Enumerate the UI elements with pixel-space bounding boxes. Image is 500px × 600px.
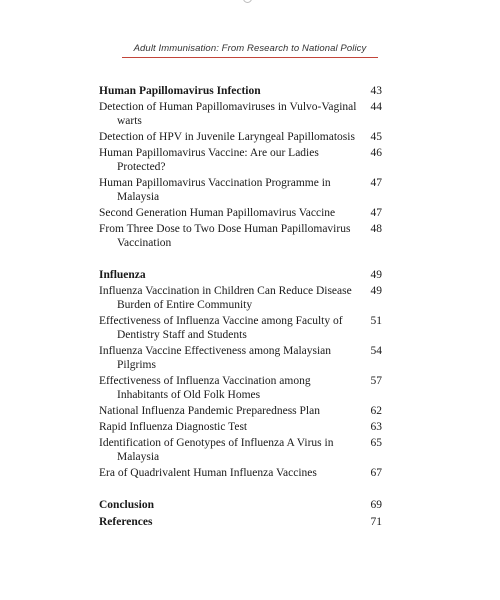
toc-heading-title: Conclusion [99, 499, 154, 511]
toc-entry-page: 47 [370, 177, 382, 189]
toc-entry-page: 62 [370, 405, 382, 417]
page-top-mark [243, 0, 252, 3]
toc-entry-title: Influenza Vaccination in Children Can Reduce Disease Burden of Entire Community [99, 285, 352, 311]
toc-entry[interactable] [99, 436, 382, 464]
toc-entry-page: 51 [370, 315, 382, 327]
toc-section-closing [99, 498, 382, 529]
toc-section-hpv [99, 84, 382, 250]
table-of-contents [99, 84, 382, 529]
toc-heading-page: 69 [370, 499, 382, 511]
toc-entry[interactable] [99, 222, 382, 250]
toc-entry-title: Human Papillomavirus Vaccination Programme in Malaysia [99, 177, 331, 203]
toc-entry[interactable] [99, 314, 382, 342]
toc-entry-title: Influenza Vaccine Effectiveness among Malaysian Pilgrims [99, 345, 332, 371]
toc-entry-page: 54 [370, 345, 382, 357]
toc-entry-page: 63 [370, 421, 382, 433]
toc-entry-page: 47 [370, 207, 382, 219]
toc-entry[interactable] [99, 404, 382, 418]
toc-heading-page: 71 [370, 516, 382, 528]
header-rule [122, 57, 378, 58]
toc-entry-title: Era of Quadrivalent Human Influenza Vaccines [99, 467, 317, 479]
toc-section-influenza [99, 268, 382, 480]
toc-entry[interactable] [99, 344, 382, 372]
toc-entry[interactable] [99, 284, 382, 312]
toc-heading-page: 43 [370, 85, 382, 97]
toc-entry-page: 49 [370, 285, 382, 297]
toc-entry-title: Detection of Human Papillomaviruses in Vulvo-Vaginal warts [99, 101, 357, 127]
toc-heading-title: Human Papillomavirus Infection [99, 85, 261, 97]
toc-entry-page: 65 [370, 437, 382, 449]
toc-entry[interactable] [99, 466, 382, 480]
toc-entry-title: Detection of HPV in Juvenile Laryngeal Papillomatosis [99, 131, 355, 143]
toc-section-heading[interactable] [99, 84, 382, 98]
toc-entry-title: Rapid Influenza Diagnostic Test [99, 421, 248, 433]
running-header: Adult Immunisation: From Research to National Policy [133, 43, 367, 54]
toc-entry-page: 48 [370, 223, 382, 235]
toc-entry[interactable] [99, 100, 382, 128]
toc-entry-page: 67 [370, 467, 382, 479]
toc-entry-title: National Influenza Pandemic Preparedness Plan [99, 405, 320, 417]
toc-entry-title: Second Generation Human Papillomavirus Vaccine [99, 207, 336, 219]
toc-entry-title: From Three Dose to Two Dose Human Papillomavirus Vaccination [99, 223, 351, 249]
toc-entry-page: 44 [370, 101, 382, 113]
toc-conclusion[interactable] [99, 498, 382, 512]
toc-entry-title: Effectiveness of Influenza Vaccination among Inhabitants of Old Folk Homes [99, 375, 311, 401]
toc-heading-page: 49 [370, 269, 382, 281]
toc-entry[interactable] [99, 176, 382, 204]
toc-entry-title: Human Papillomavirus Vaccine: Are our Ladies Protected? [99, 147, 319, 173]
toc-entry[interactable] [99, 130, 382, 144]
toc-entry-page: 45 [370, 131, 382, 143]
toc-entry[interactable] [99, 146, 382, 174]
toc-entry[interactable] [99, 420, 382, 434]
toc-section-heading[interactable] [99, 268, 382, 282]
toc-entry-page: 57 [370, 375, 382, 387]
toc-references[interactable] [99, 515, 382, 529]
toc-entry-title: Identification of Genotypes of Influenza A Virus in Malaysia [99, 437, 334, 463]
toc-heading-title: Influenza [99, 269, 146, 281]
toc-entry-page: 46 [370, 147, 382, 159]
toc-entry-title: Effectiveness of Influenza Vaccine among Faculty of Dentistry Staff and Students [99, 315, 343, 341]
toc-heading-title: References [99, 516, 153, 528]
toc-entry[interactable] [99, 206, 382, 220]
toc-entry[interactable] [99, 374, 382, 402]
